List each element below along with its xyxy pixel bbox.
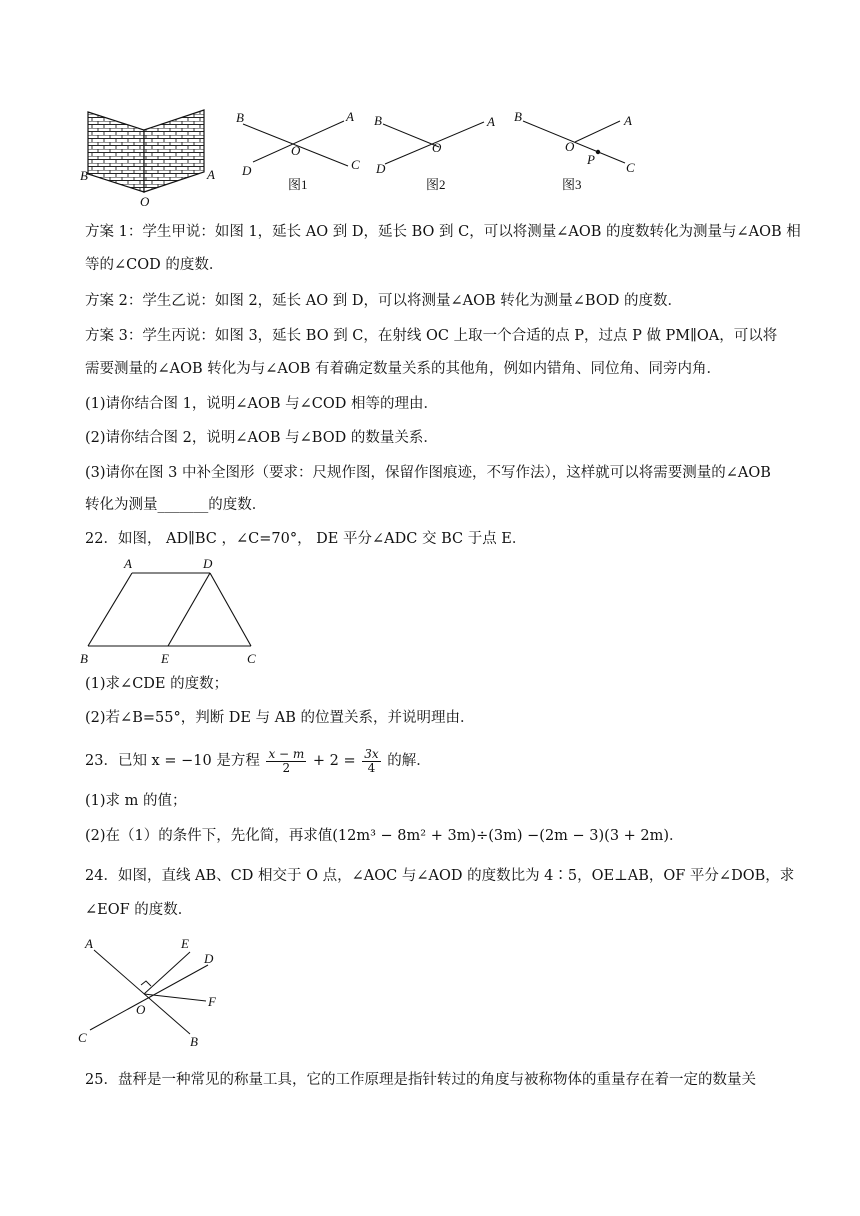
plan-3-line-1: 方案 3：学生丙说：如图 3，延长 BO 到 C，在射线 OC 上取一个合适的点 P，过点 P 做 PM∥OA，可以将 [85, 328, 778, 344]
svg-text:A: A [124, 556, 132, 571]
figure-1-caption: 图1 [288, 177, 308, 192]
svg-text:E: E [161, 651, 169, 666]
svg-text:O: O [565, 139, 575, 154]
svg-text:B: B [80, 651, 88, 666]
svg-text:P: P [587, 152, 595, 167]
fraction-1: $\frac{x - m}{2}$ [268, 746, 305, 775]
svg-text:D: D [376, 161, 386, 176]
svg-text:A: A [85, 936, 93, 951]
svg-text:D: D [203, 556, 213, 571]
figure-3-caption: 图3 [562, 177, 582, 192]
fraction-2: $\frac{3x}{4}$ [364, 746, 379, 775]
svg-text:B: B [514, 109, 522, 124]
brick-wall-figure [80, 110, 215, 209]
q21-part-2: (2)请你结合图 2，说明∠AOB 与∠BOD 的数量关系． [85, 430, 438, 446]
wall-label-b: B [80, 168, 88, 183]
svg-text:A: A [346, 109, 354, 124]
figure-3 [514, 109, 635, 192]
figure-2 [374, 113, 495, 192]
svg-text:O: O [432, 140, 442, 155]
svg-text:E: E [181, 936, 189, 951]
svg-text:B: B [374, 113, 382, 128]
svg-text:O: O [136, 1002, 146, 1017]
plan-1-line-2: 等的∠COD 的度数． [85, 257, 224, 273]
svg-text:A: A [487, 114, 495, 129]
wall-label-o: O [140, 194, 150, 209]
q22-part-2: (2)若∠B=55°，判断 DE 与 AB 的位置关系，并说明理由． [85, 710, 475, 726]
svg-text:B: B [190, 1034, 198, 1049]
q24-stem-line-2: ∠EOF 的度数． [85, 902, 193, 918]
svg-text:D: D [242, 163, 252, 178]
svg-text:C: C [247, 651, 256, 666]
q24-stem-line-1: 24．如图，直线 AB、CD 相交于 O 点，∠AOC 与∠AOD 的度数比为 4∶5，OE⊥AB，OF 平分∠DOB，求 [85, 868, 795, 884]
figure-1 [236, 109, 360, 192]
wall-label-a: A [207, 167, 215, 182]
svg-text:O: O [291, 143, 301, 158]
q21-part-1: (1)请你结合图 1，说明∠AOB 与∠COD 相等的理由． [85, 396, 439, 412]
svg-text:D: D [204, 951, 214, 966]
q23-part-1: (1)求 m 的值； [85, 793, 187, 809]
svg-text:B: B [236, 110, 244, 125]
svg-text:C: C [626, 160, 635, 175]
q21-part-3-line-2: 转化为测量_______的度数． [85, 497, 267, 513]
top-figures [80, 100, 660, 210]
q23-stem: 23．已知 x = −10 是方程 $\frac{x - m}{2}$ + 2 = $\frac{3x}{4}$ 的解． [85, 746, 431, 775]
plan-3-line-2: 需要测量的∠AOB 转化为与∠AOB 有着确定数量关系的其他角，例如内错角、同位角、同旁内角． [85, 361, 722, 377]
svg-text:C: C [351, 157, 360, 172]
svg-text:C: C [78, 1030, 87, 1045]
q22-figure [75, 553, 275, 668]
q22-part-1: (1)求∠CDE 的度数； [85, 676, 229, 692]
q25-stem: 25．盘秤是一种常见的称量工具，它的工作原理是指针转过的角度与被称物体的重量存在着一定的数量关 [85, 1072, 756, 1088]
plan-2-line: 方案 2：学生乙说：如图 2，延长 AO 到 D，可以将测量∠AOB 转化为测量∠BOD 的度数． [85, 293, 682, 309]
q22-stem: 22．如图， AD∥BC ，∠C=70°， DE 平分∠ADC 交 BC 于点 E． [85, 531, 527, 547]
plan-1-line-1: 方案 1：学生甲说：如图 1，延长 AO 到 D，延长 BO 到 C，可以将测量∠AOB 的度数转化为测量与∠AOB 相 [85, 224, 801, 240]
q24-figure [72, 932, 242, 1052]
q21-part-3-line-1: (3)请你在图 3 中补全图形（要求：尺规作图，保留作图痕迹，不写作法），这样就可以将需要测量的∠AOB [85, 465, 771, 481]
svg-text:F: F [208, 994, 216, 1009]
figure-2-caption: 图2 [426, 177, 446, 192]
q23-part-2: (2)在（1）的条件下，先化简，再求值(12m³ − 8m² + 3m)÷(3m) −(2m − 3)(3 + 2m)． [85, 828, 684, 844]
svg-text:A: A [624, 113, 632, 128]
